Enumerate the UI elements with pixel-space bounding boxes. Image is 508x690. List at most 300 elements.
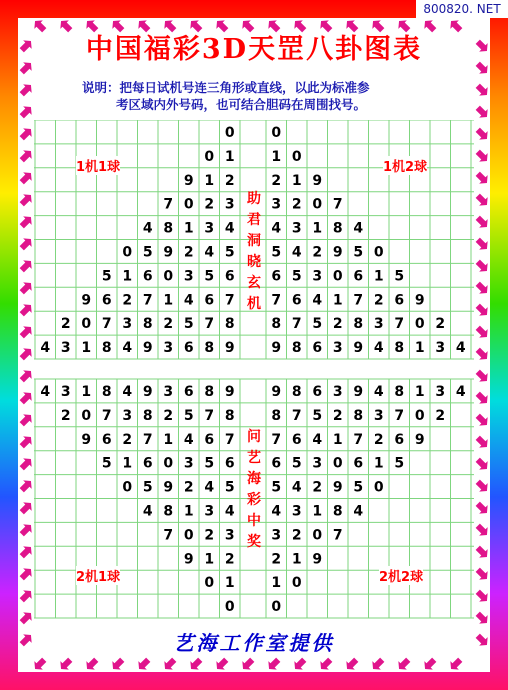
grid-digit: 0 [204,575,215,592]
grid-digit: 1 [122,455,133,472]
grid-digit: 0 [312,527,323,544]
grid-digit: 5 [291,268,302,285]
arrow-icon [18,279,36,297]
grid-digit: 4 [312,292,323,309]
grid-digit: 5 [142,479,153,496]
grid-digit: 5 [271,479,282,496]
arrow-icon [447,17,465,35]
arrow-icon [18,103,36,121]
arrow-icon [265,17,283,35]
grid-digit: 7 [142,292,153,309]
grid-digit: 0 [414,316,425,333]
arrow-icon [18,367,36,385]
arrow-icon [18,609,36,627]
grid-digit: 0 [414,407,425,424]
arrow-icon [18,323,36,341]
grid-digit: 0 [291,575,302,592]
arrow-icon [239,656,257,674]
grid-digit: 1 [373,268,384,285]
grid-digit: 3 [224,527,235,544]
grid-digit: 3 [271,527,282,544]
grid-digit: 2 [224,551,235,568]
arrow-icon [474,346,492,364]
arrow-icon [474,258,492,276]
grid-digit: 6 [394,431,405,448]
grid-digit: 1 [291,551,302,568]
label-top-right: 1机2球 [383,156,427,175]
grid-digit: 8 [353,316,364,333]
grid-digit: 1 [332,292,343,309]
grid-digit: 9 [142,383,153,400]
grid-digit: 6 [142,268,153,285]
arrow-icon [83,17,101,35]
grid-digit: 2 [271,172,282,189]
arrow-icon [474,456,492,474]
grid-digit: 2 [291,527,302,544]
grid-digit: 0 [204,148,215,165]
grid-digit: 0 [332,268,343,285]
grid-digit: 1 [291,172,302,189]
arrow-icon [31,17,49,35]
grid-digit: 3 [291,220,302,237]
grid-digit: 6 [224,268,235,285]
vertical-char: 晓 [247,254,261,270]
grid-digit: 3 [183,455,194,472]
grid-digit: 9 [183,172,194,189]
grid-digit: 6 [291,431,302,448]
arrow-icon [109,17,127,35]
grid-digit: 5 [312,407,323,424]
arrow-icon [161,656,179,674]
grid-digit: 7 [394,407,405,424]
grid-digit: 1 [81,340,92,357]
grid-digit: 6 [224,455,235,472]
arrow-icon [109,656,127,674]
grid-digit: 3 [204,503,215,520]
grid-digit: 8 [332,220,343,237]
arrow-icon [187,17,205,35]
grid-digit: 5 [312,316,323,333]
arrow-icon [421,656,439,674]
grid-digit: 1 [81,383,92,400]
grid-digit: 4 [224,503,235,520]
grid-digit: 2 [204,527,215,544]
grid-digit: 1 [224,148,235,165]
grid-digit: 2 [332,316,343,333]
grid-digit: 9 [312,551,323,568]
grid-digit: 4 [122,383,133,400]
vertical-char: 海 [247,471,261,487]
grid-digit: 8 [101,383,112,400]
grid-digit: 7 [163,196,174,213]
arrow-icon [18,257,36,275]
arrow-icon [474,82,492,100]
arrow-icon [18,389,36,407]
arrow-icon [18,81,36,99]
grid-digit: 2 [122,292,133,309]
grid-digit: 4 [204,244,215,261]
arrow-icon [239,17,257,35]
description-line-2: 考区域内外号码，也可结合胆码在周围找号。 [116,97,367,112]
vertical-char: 机 [247,296,261,312]
grid-digit: 3 [122,316,133,333]
grid-digit: 2 [60,407,71,424]
grid-digit: 5 [101,455,112,472]
arrow-icon [474,434,492,452]
grid-digit: 9 [142,340,153,357]
grid-digit: 8 [271,316,282,333]
arrow-icon [18,345,36,363]
arrow-icon [474,236,492,254]
grid-digit: 2 [435,316,446,333]
arrow-icon [474,478,492,496]
arrow-icon [474,588,492,606]
arrow-icon [474,214,492,232]
grid-digit: 1 [312,220,323,237]
grid-digit: 3 [183,268,194,285]
grid-digit: 0 [271,599,282,616]
grid-digit: 4 [224,220,235,237]
grid-digit: 6 [271,268,282,285]
grid-digit: 0 [163,455,174,472]
grid-digit: 2 [163,316,174,333]
grid-digit: 1 [414,383,425,400]
grid-digit: 3 [60,340,71,357]
grid-digit: 4 [291,479,302,496]
grid-digit: 7 [394,316,405,333]
arrow-icon [18,191,36,209]
grid-digit: 7 [353,431,364,448]
arrow-icon [317,17,335,35]
arrow-icon [474,368,492,386]
grid-digit: 1 [224,575,235,592]
grid-digit: 0 [291,148,302,165]
grid-digit: 6 [183,383,194,400]
grid-digit: 7 [291,407,302,424]
grid-digit: 3 [60,383,71,400]
grid-digit: 4 [40,340,51,357]
arrow-icon [18,521,36,539]
grid-digit: 3 [163,340,174,357]
grid-digit: 6 [204,292,215,309]
grid-digit: 8 [204,340,215,357]
grid-digit: 6 [312,340,323,357]
grid-digit: 3 [291,503,302,520]
grid-digit: 5 [204,268,215,285]
grid-digit: 4 [40,383,51,400]
arrow-icon [213,656,231,674]
description-line-1: 说明：把每日试机号连三角形或直线，以此为标准参 [82,80,370,95]
arrow-icon [18,125,36,143]
grid-digit: 5 [204,455,215,472]
grid-digit: 7 [271,292,282,309]
grid-digit: 3 [332,340,343,357]
arrow-icon [83,656,101,674]
page-title: 中国福彩3D天罡八卦图表 [85,34,423,65]
grid-digit: 1 [163,431,174,448]
arrow-icon [395,17,413,35]
arrow-icon [474,302,492,320]
grid-digit: 5 [183,407,194,424]
grid-digit: 3 [122,407,133,424]
grid-digit: 3 [312,455,323,472]
arrow-icon [474,610,492,628]
grid-digit: 9 [312,172,323,189]
label-bottom-right: 2机2球 [379,566,423,585]
vertical-char: 中 [247,513,261,529]
grid-digit: 1 [271,148,282,165]
arrow-icon [474,544,492,562]
arrow-icon [57,17,75,35]
grid-digit: 8 [332,503,343,520]
grid-digit: 9 [81,292,92,309]
grid-digit: 1 [183,503,194,520]
grid-digit: 4 [122,340,133,357]
watermark: 800820. NET [416,0,508,18]
grid-digit: 9 [183,551,194,568]
grid-digit: 7 [271,431,282,448]
grid-digit: 8 [224,407,235,424]
arrow-icon [18,147,36,165]
grid-digit: 7 [142,431,153,448]
grid-digit: 0 [183,527,194,544]
grid-digit: 3 [271,196,282,213]
arrow-icon [474,522,492,540]
grid-digit: 4 [271,503,282,520]
grid-digit: 5 [394,455,405,472]
arrow-icon [474,566,492,584]
arrow-icon [265,656,283,674]
grid-digit: 3 [373,316,384,333]
vertical-char: 问 [247,429,261,445]
grid-digit: 2 [224,172,235,189]
grid-digit: 9 [163,479,174,496]
grid-digit: 8 [142,316,153,333]
grid-digit: 4 [204,479,215,496]
grid-digit: 2 [373,292,384,309]
grid-digit: 8 [353,407,364,424]
grid-digit: 9 [81,431,92,448]
grid-digit: 7 [204,316,215,333]
grid-digit: 1 [204,172,215,189]
arrow-icon [18,565,36,583]
grid-digit: 0 [122,479,133,496]
grid-digit: 2 [183,244,194,261]
grid-digit: 6 [353,268,364,285]
arrow-icon [161,17,179,35]
arrow-icon [31,656,49,674]
vertical-char: 艺 [247,450,261,466]
grid-digit: 0 [373,479,384,496]
grid-digit: 8 [291,340,302,357]
grid-digit: 7 [204,407,215,424]
grid-digit: 3 [224,196,235,213]
grid-digit: 2 [291,196,302,213]
grid-digit: 8 [163,503,174,520]
vertical-char: 玄 [247,275,261,291]
arrow-icon [317,656,335,674]
grid-digit: 7 [163,527,174,544]
grid-digit: 7 [101,316,112,333]
grid-digit: 8 [291,383,302,400]
grid-digit: 8 [204,383,215,400]
arrow-icon [474,390,492,408]
vertical-char: 彩 [247,492,261,508]
grid-digit: 4 [183,431,194,448]
grid-digit: 4 [373,383,384,400]
grid-digit: 3 [163,383,174,400]
grid-digit: 0 [163,268,174,285]
footer-credit: 艺海工作室提供 [173,631,335,655]
grid-digit: 4 [271,220,282,237]
grid-digit: 0 [122,244,133,261]
grid-digit: 7 [224,292,235,309]
vertical-char: 洞 [247,233,261,249]
grid-digit: 4 [455,340,466,357]
grid-digit: 3 [373,407,384,424]
arrow-icon [18,587,36,605]
arrow-icon [18,499,36,517]
grid-digit: 5 [224,479,235,496]
grid-digit: 8 [163,220,174,237]
arrow-icon [187,656,205,674]
arrow-icon [474,170,492,188]
label-top-left: 1机1球 [76,156,120,175]
grid-digit: 7 [332,527,343,544]
arrow-icon [474,280,492,298]
grid-digit: 5 [271,244,282,261]
grid-digit: 3 [435,383,446,400]
arrow-icon [474,412,492,430]
grid-digit: 5 [183,316,194,333]
grid-digit: 0 [312,196,323,213]
grid-digit: 8 [101,340,112,357]
grid-digit: 6 [353,455,364,472]
vertical-char: 助 [247,191,261,207]
grid-digit: 4 [353,220,364,237]
grid-digit: 9 [224,340,235,357]
grid-digit: 6 [312,383,323,400]
grid-digit: 2 [332,407,343,424]
arrow-icon [447,656,465,674]
grid-digit: 9 [332,244,343,261]
grid-digit: 8 [271,407,282,424]
arrow-icon [474,104,492,122]
grid-digit: 3 [204,220,215,237]
arrow-icon [18,301,36,319]
grid-digit: 2 [60,316,71,333]
arrow-icon [474,148,492,166]
arrow-icon [343,656,361,674]
grid-digit: 6 [271,455,282,472]
grid-digit: 3 [312,268,323,285]
grid-digit: 7 [291,316,302,333]
label-bottom-left: 2机1球 [76,566,120,585]
grid-digit: 4 [183,292,194,309]
arrow-icon [474,324,492,342]
grid-digit: 6 [142,455,153,472]
grid-digit: 1 [204,551,215,568]
grid-digit: 0 [271,124,282,141]
grid-digit: 4 [455,383,466,400]
arrow-icon [474,192,492,210]
grid-digit: 6 [101,292,112,309]
arrow-icon [18,477,36,495]
grid-digit: 9 [414,431,425,448]
grid-digit: 4 [373,340,384,357]
grid-digit: 2 [373,431,384,448]
arrow-icon [18,411,36,429]
grid-digit: 6 [394,292,405,309]
grid-digit: 6 [204,431,215,448]
grid-digit: 6 [291,292,302,309]
grid-digit: 8 [394,383,405,400]
grid-digit: 5 [142,244,153,261]
grid-digit: 6 [183,340,194,357]
arrow-icon [369,17,387,35]
grid-digit: 3 [332,383,343,400]
grid-digit: 2 [122,431,133,448]
grid-digit: 9 [414,292,425,309]
grid-digit: 0 [373,244,384,261]
arrow-icon [421,17,439,35]
grid-digit: 1 [183,220,194,237]
arrow-icon [369,656,387,674]
grid-digit: 5 [353,244,364,261]
arrow-icon [291,656,309,674]
grid-digit: 9 [271,383,282,400]
grid-digit: 4 [142,220,153,237]
grid-digit: 9 [353,383,364,400]
grid-digit: 2 [163,407,174,424]
grid-digit: 1 [414,340,425,357]
arrow-icon [18,213,36,231]
grid-digit: 2 [312,479,323,496]
grid-digit: 2 [435,407,446,424]
vertical-char: 君 [247,212,261,228]
grid-digit: 0 [183,196,194,213]
grid-digit: 0 [81,407,92,424]
grid-digit: 5 [394,268,405,285]
grid-digit: 7 [353,292,364,309]
grid-digit: 1 [122,268,133,285]
arrow-icon [135,656,153,674]
grid-digit: 3 [435,340,446,357]
grid-digit: 1 [332,431,343,448]
grid-digit: 6 [101,431,112,448]
grid-digit: 7 [332,196,343,213]
grid-digit: 0 [224,599,235,616]
grid-digit: 4 [353,503,364,520]
grid-digit: 1 [163,292,174,309]
arrow-icon [135,17,153,35]
arrow-icon [474,500,492,518]
grid-digit: 9 [332,479,343,496]
arrow-icon [18,235,36,253]
grid-digit: 9 [353,340,364,357]
grid-digit: 2 [312,244,323,261]
arrow-icon [291,17,309,35]
grid-digit: 9 [271,340,282,357]
grid-digit: 4 [142,503,153,520]
grid-digit: 9 [224,383,235,400]
grid-digit: 2 [204,196,215,213]
grid-digit: 5 [224,244,235,261]
grid-digit: 4 [312,431,323,448]
grid-digit: 8 [394,340,405,357]
grid-digit: 0 [81,316,92,333]
grid-digit: 4 [291,244,302,261]
